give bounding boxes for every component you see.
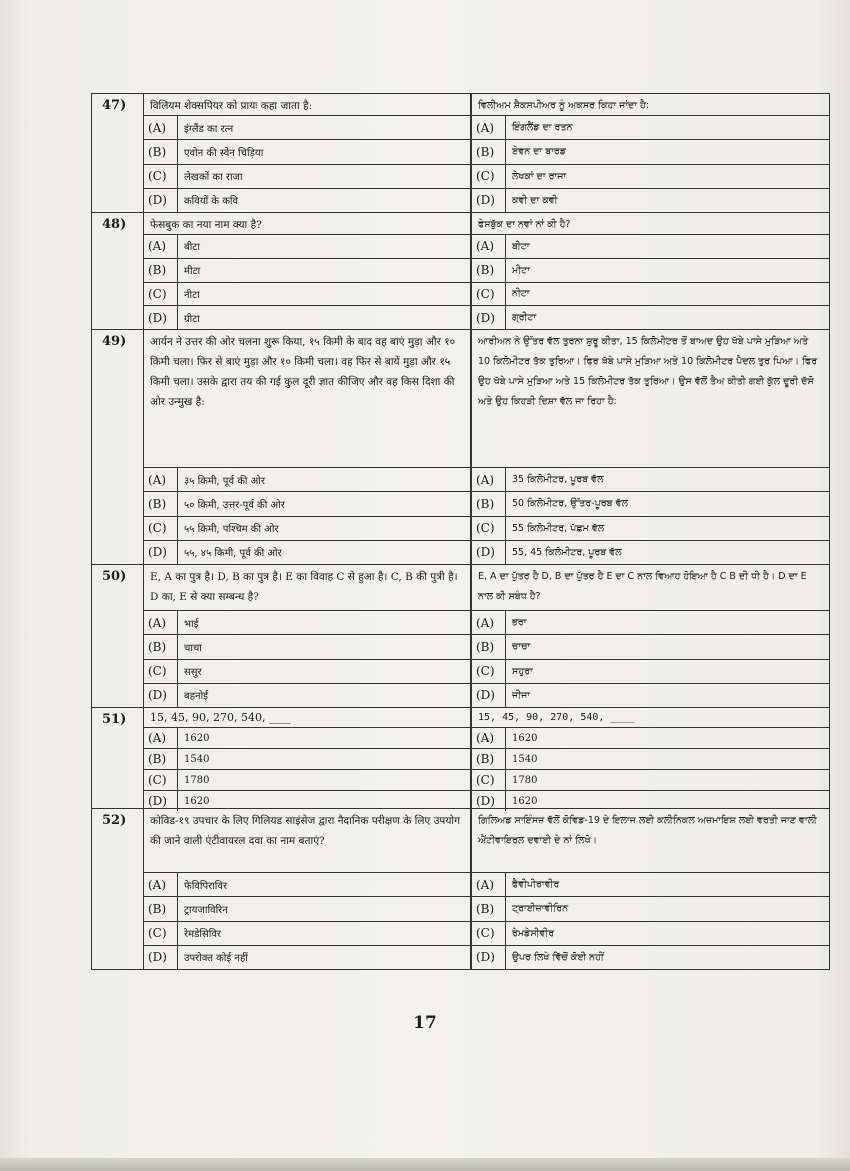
- option-a: [144, 116, 470, 140]
- option-text: ५५, ४५ किमी, पूर्व की ओर: [184, 548, 282, 560]
- question-48: [92, 213, 829, 330]
- question-stem-hindi: E, A का पुत्र है। D, B का पुत्र है। E का विवाह C से हुआ है। C, B की पुत्री है। D का, E से क्या सम्बन्ध है?: [144, 565, 470, 611]
- option-text: ग्रीटा: [184, 313, 200, 325]
- question-47: [92, 94, 829, 213]
- option-d: [144, 306, 470, 329]
- option-text: ਉਪਰ ਲਿਖੇ ਵਿੱਚੋਂ ਕੋਈ ਨਹੀਂ: [512, 951, 604, 963]
- option-label: (A): [144, 873, 178, 896]
- option-label: (D): [472, 306, 506, 329]
- option-label: (A): [144, 235, 178, 258]
- option-a: [472, 468, 829, 492]
- option-b: [144, 140, 470, 164]
- option-b: [144, 492, 470, 516]
- option-label: (A): [144, 728, 178, 748]
- option-d: [472, 684, 829, 707]
- question-stem-punjabi: 15, 45, 90, 270, 540, ____: [472, 708, 829, 728]
- option-label: (B): [144, 492, 178, 515]
- option-a: [144, 873, 470, 897]
- option-c: [144, 770, 470, 791]
- option-text: 1780: [184, 774, 210, 786]
- hindi-column: [144, 94, 472, 212]
- option-label: (B): [472, 492, 506, 515]
- option-b: [472, 897, 829, 921]
- question-51: [92, 708, 829, 809]
- option-c: [472, 770, 829, 791]
- option-c: [144, 283, 470, 307]
- option-text: इंग्लैंड का रत्न: [184, 123, 234, 135]
- option-d: [472, 306, 829, 329]
- option-text: ਬੀਟਾ: [512, 240, 530, 252]
- option-a: [144, 611, 470, 635]
- option-text: 1540: [184, 753, 210, 765]
- option-d: [472, 791, 829, 811]
- question-number: 52): [92, 809, 144, 969]
- option-label: (D): [144, 946, 178, 969]
- page-number: 17: [413, 1013, 437, 1033]
- hindi-column: [144, 809, 472, 969]
- option-text: ਟ੍ਰਾਈਜ਼ਾਵੀਰਿਨ: [512, 903, 569, 915]
- option-c: [144, 922, 470, 946]
- option-text: बहनोई: [184, 691, 209, 703]
- option-text: ਏਵਨ ਦਾ ਬਾਰਡ: [512, 146, 566, 158]
- hindi-column: [144, 565, 472, 707]
- option-text: एवोन की स्वेन चिड़िया: [184, 147, 264, 159]
- option-label: (B): [144, 635, 178, 658]
- option-text: बीटा: [184, 242, 200, 254]
- option-a: [472, 235, 829, 259]
- option-label: (D): [144, 791, 178, 811]
- option-text: चाचा: [184, 642, 202, 654]
- option-text: 55 ਕਿਲੋਮੀਟਰ, ਪੱਛਮ ਵੱਲ: [512, 522, 605, 534]
- option-text: ਗ੍ਰੀਟਾ: [512, 312, 537, 324]
- option-text: ਮੀਟਾ: [512, 264, 530, 276]
- option-c: [472, 165, 829, 189]
- question-stem-hindi: फेसबुक का नया नाम क्या है?: [144, 213, 470, 235]
- option-b: [472, 259, 829, 283]
- question-stem-punjabi: ਫੇਸਬੁੱਕ ਦਾ ਨਵਾਂ ਨਾਂ ਕੀ ਹੈ?: [472, 213, 829, 235]
- option-text: मीटा: [184, 266, 201, 278]
- question-number: 51): [92, 708, 144, 808]
- option-label: (C): [144, 770, 178, 790]
- option-label: (B): [144, 140, 178, 163]
- option-text: ਭਰਾ: [512, 617, 527, 629]
- question-stem-punjabi: ਆਰੀਅਨ ਨੇ ਉੱਤਰ ਵੱਲ ਤੁਰਨਾ ਸ਼ੁਰੂ ਕੀਤਾ, 15 ਕਿਲੋਮੀਟਰ ਤੋਂ ਬਾਅਦ ਉਹ ਖੱਬੇ ਪਾਸੇ ਮੁੜਿਆ ਅਤੇ 10 ਕਿਲੋਮੀਟਰ ਤੱਕ ਤੁਰਿਆ। ਫਿਰ ਖੱਬੇ ਪਾਸੇ ਮੁੜਿਆ ਅਤੇ 10 ਕਿਲੋਮੀਟਰ ਪੈਦਲ ਤੁਰ ਪਿਆ। ਫਿਰ ਉਹ ਖੱਬੇ ਪਾਸੇ ਮੁੜਿਆ ਅਤੇ 15 ਕਿਲੋਮੀਟਰ ਤੱਕ ਤੁਰਿਆ। ਉਸ ਵੱਲੋਂ ਤੈਅ ਕੀਤੀ ਗਈ ਕੁੱਲ ਦੂਰੀ ਦੱਸੋ ਅਤੇ ਉਹ ਕਿਹੜੀ ਦਿਸ਼ਾ ਵੱਲ ਜਾ ਰਿਹਾ ਹੈ:: [472, 330, 829, 468]
- option-label: (A): [472, 235, 506, 258]
- option-label: (A): [472, 873, 506, 896]
- question-number: 49): [92, 330, 144, 564]
- option-text: लेखकों का राजा: [184, 172, 243, 184]
- option-b: [144, 635, 470, 659]
- punjabi-column: [472, 809, 829, 969]
- hindi-column: [144, 708, 472, 808]
- option-label: (A): [472, 116, 506, 139]
- option-label: (C): [144, 283, 178, 306]
- option-text: ५५ किमी, पश्चिम की ओर: [184, 524, 279, 536]
- option-d: [144, 189, 470, 212]
- question-49: [92, 330, 829, 565]
- option-label: (D): [472, 541, 506, 564]
- option-label: (B): [472, 140, 506, 163]
- option-d: [144, 684, 470, 707]
- option-label: (A): [472, 468, 506, 491]
- punjabi-column: [472, 708, 829, 808]
- question-52: [92, 809, 829, 969]
- option-a: [472, 873, 829, 897]
- option-label: (B): [472, 897, 506, 920]
- option-text: ਕਵੀ ਦਾ ਕਵੀ: [512, 194, 558, 206]
- option-text: ३५ किमी, पूर्व की ओर: [184, 475, 265, 487]
- question-number: 50): [92, 565, 144, 707]
- question-table: [91, 93, 830, 970]
- option-d: [472, 189, 829, 212]
- option-text: 1620: [512, 795, 538, 807]
- option-label: (D): [144, 684, 178, 707]
- option-text: ਲੇਖਕਾਂ ਦਾ ਰਾਜਾ: [512, 170, 567, 182]
- option-d: [144, 541, 470, 564]
- option-label: (D): [144, 189, 178, 212]
- option-label: (C): [472, 283, 506, 306]
- question-stem-punjabi: E, A ਦਾ ਪੁੱਤਰ ਹੈ D, B ਦਾ ਪੁੱਤਰ ਹੈ E ਦਾ C ਨਾਲ ਵਿਆਹ ਹੋਇਆ ਹੈ C B ਦੀ ਧੀ ਹੈ। D ਦਾ E ਨਾਲ ਕੀ ਸਬੰਧ ਹੈ?: [472, 565, 829, 611]
- option-text: कवियों के कवि: [184, 196, 239, 208]
- question-number: 47): [92, 94, 144, 212]
- option-label: (D): [472, 946, 506, 969]
- paper-bottom-edge: [0, 1158, 850, 1171]
- option-d: [144, 946, 470, 969]
- punjabi-column: [472, 213, 829, 329]
- option-c: [144, 660, 470, 684]
- option-label: (B): [144, 897, 178, 920]
- option-label: (B): [144, 259, 178, 282]
- option-c: [472, 517, 829, 541]
- option-a: [472, 611, 829, 635]
- option-text: ट्रायजाविरिन: [184, 904, 228, 916]
- option-text: फेविपिराविर: [184, 880, 228, 892]
- question-stem-hindi: 15, 45, 90, 270, 540, ____: [144, 708, 470, 728]
- question-stem-punjabi: ਗਿਲਿਅਡ ਸਾਇੰਸਜ਼ ਵੱਲੋਂ ਕੋਵਿਡ-19 ਦੇ ਇਲਾਜ ਲਈ ਕਲੀਨਿਕਲ ਅਜ਼ਮਾਇਸ਼ ਲਈ ਵਰਤੀ ਜਾਣ ਵਾਲੀ ਐਂਟੀਵਾਇਰਲ ਦਵਾਈ ਦੇ ਨਾਂ ਲਿਖੋ।: [472, 809, 829, 873]
- option-text: ਸਹੁਰਾ: [512, 665, 533, 677]
- option-b: [472, 492, 829, 516]
- option-text: 35 ਕਿਲੋਮੀਟਰ, ਪੂਰਬ ਵੱਲ: [512, 474, 604, 486]
- option-label: (D): [144, 306, 178, 329]
- option-text: ਨੀਟਾ: [512, 288, 530, 300]
- option-b: [144, 897, 470, 921]
- option-d: [472, 541, 829, 564]
- option-text: 1620: [512, 732, 538, 744]
- option-label: (A): [472, 728, 506, 748]
- option-a: [144, 468, 470, 492]
- option-label: (C): [144, 922, 178, 945]
- option-d: [144, 791, 470, 811]
- option-text: ਇੰਗਲੈਂਡ ਦਾ ਰਤਨ: [512, 122, 573, 134]
- option-text: 1620: [184, 795, 210, 807]
- option-label: (C): [144, 165, 178, 188]
- option-a: [472, 728, 829, 749]
- option-label: (A): [144, 611, 178, 634]
- option-text: 1620: [184, 732, 210, 744]
- option-label: (C): [472, 922, 506, 945]
- option-text: ५० किमी, उत्तर-पूर्व की ओर: [184, 499, 285, 511]
- option-text: ਰੇਮਡੇਸੀਵੀਰ: [512, 927, 555, 939]
- option-label: (D): [144, 541, 178, 564]
- option-text: 1780: [512, 774, 538, 786]
- option-text: नीटा: [184, 289, 200, 301]
- option-a: [144, 728, 470, 749]
- option-text: ਜੀਜਾ: [512, 689, 530, 701]
- option-label: (C): [472, 165, 506, 188]
- punjabi-column: [472, 565, 829, 707]
- question-stem-hindi: आर्यन ने उत्तर की ओर चलना शुरू किया, १५ किमी के बाद वह बाएं मुड़ा और १० किमी चला। फिर से बाएं मुड़ा और १० किमी चला। वह फिर से बायें मुड़ा और १५ किमी चला। उसके द्वारा तय की गई कुल दूरी ज्ञात कीजिए और वह किस दिशा की ओर उन्मुख है:: [144, 330, 470, 468]
- option-c: [144, 165, 470, 189]
- option-text: 55, 45 ਕਿਲੋਮੀਟਰ, ਪੂਰਬ ਵੱਲ: [512, 546, 622, 558]
- option-text: उपरोक्त कोई नहीं: [184, 953, 248, 965]
- option-label: (B): [472, 749, 506, 769]
- question-stem-hindi: कोविड-१९ उपचार के लिए गिलियड साइंसेज द्वारा नैदानिक परीक्षण के लिए उपयोग की जाने वाली एंटीवायरल दवा का नाम बताएं?: [144, 809, 470, 873]
- question-stem-hindi: विलियम शेक्सपियर को प्रायः कहा जाता है:: [144, 94, 470, 116]
- option-label: (D): [472, 189, 506, 212]
- option-text: ਫੈਵੀਪੀਰਾਵੀਰ: [512, 879, 560, 891]
- option-text: ਚਾਚਾ: [512, 641, 531, 653]
- option-c: [144, 517, 470, 541]
- option-d: [472, 946, 829, 969]
- option-c: [472, 922, 829, 946]
- option-label: (B): [472, 635, 506, 658]
- question-50: [92, 565, 829, 708]
- option-label: (C): [472, 770, 506, 790]
- option-b: [144, 259, 470, 283]
- option-b: [472, 140, 829, 164]
- option-label: (C): [472, 517, 506, 540]
- question-number: 48): [92, 213, 144, 329]
- hindi-column: [144, 330, 472, 564]
- option-b: [472, 635, 829, 659]
- option-b: [472, 749, 829, 770]
- option-label: (A): [144, 468, 178, 491]
- punjabi-column: [472, 330, 829, 564]
- option-label: (D): [472, 791, 506, 811]
- option-label: (B): [144, 749, 178, 769]
- option-c: [472, 660, 829, 684]
- option-label: (B): [472, 259, 506, 282]
- option-text: 50 ਕਿਲੋਮੀਟਰ, ਉੱਤਰ-ਪੂਰਬ ਵੱਲ: [512, 498, 628, 510]
- option-label: (D): [472, 684, 506, 707]
- option-label: (C): [144, 660, 178, 683]
- option-c: [472, 283, 829, 307]
- option-text: 1540: [512, 753, 538, 765]
- option-label: (A): [472, 611, 506, 634]
- option-label: (A): [144, 116, 178, 139]
- option-a: [144, 235, 470, 259]
- punjabi-column: [472, 94, 829, 212]
- question-stem-punjabi: ਵਿਲੀਅਮ ਸ਼ੈਕਸਪੀਅਰ ਨੂੰ ਅਕਸਰ ਕਿਹਾ ਜਾਂਦਾ ਹੈ:: [472, 94, 829, 116]
- option-label: (C): [472, 660, 506, 683]
- option-text: ससुर: [184, 667, 202, 679]
- option-a: [472, 116, 829, 140]
- option-text: रेमडेसिविर: [184, 929, 222, 941]
- option-text: भाई: [184, 618, 199, 630]
- option-b: [144, 749, 470, 770]
- hindi-column: [144, 213, 472, 329]
- option-label: (C): [144, 517, 178, 540]
